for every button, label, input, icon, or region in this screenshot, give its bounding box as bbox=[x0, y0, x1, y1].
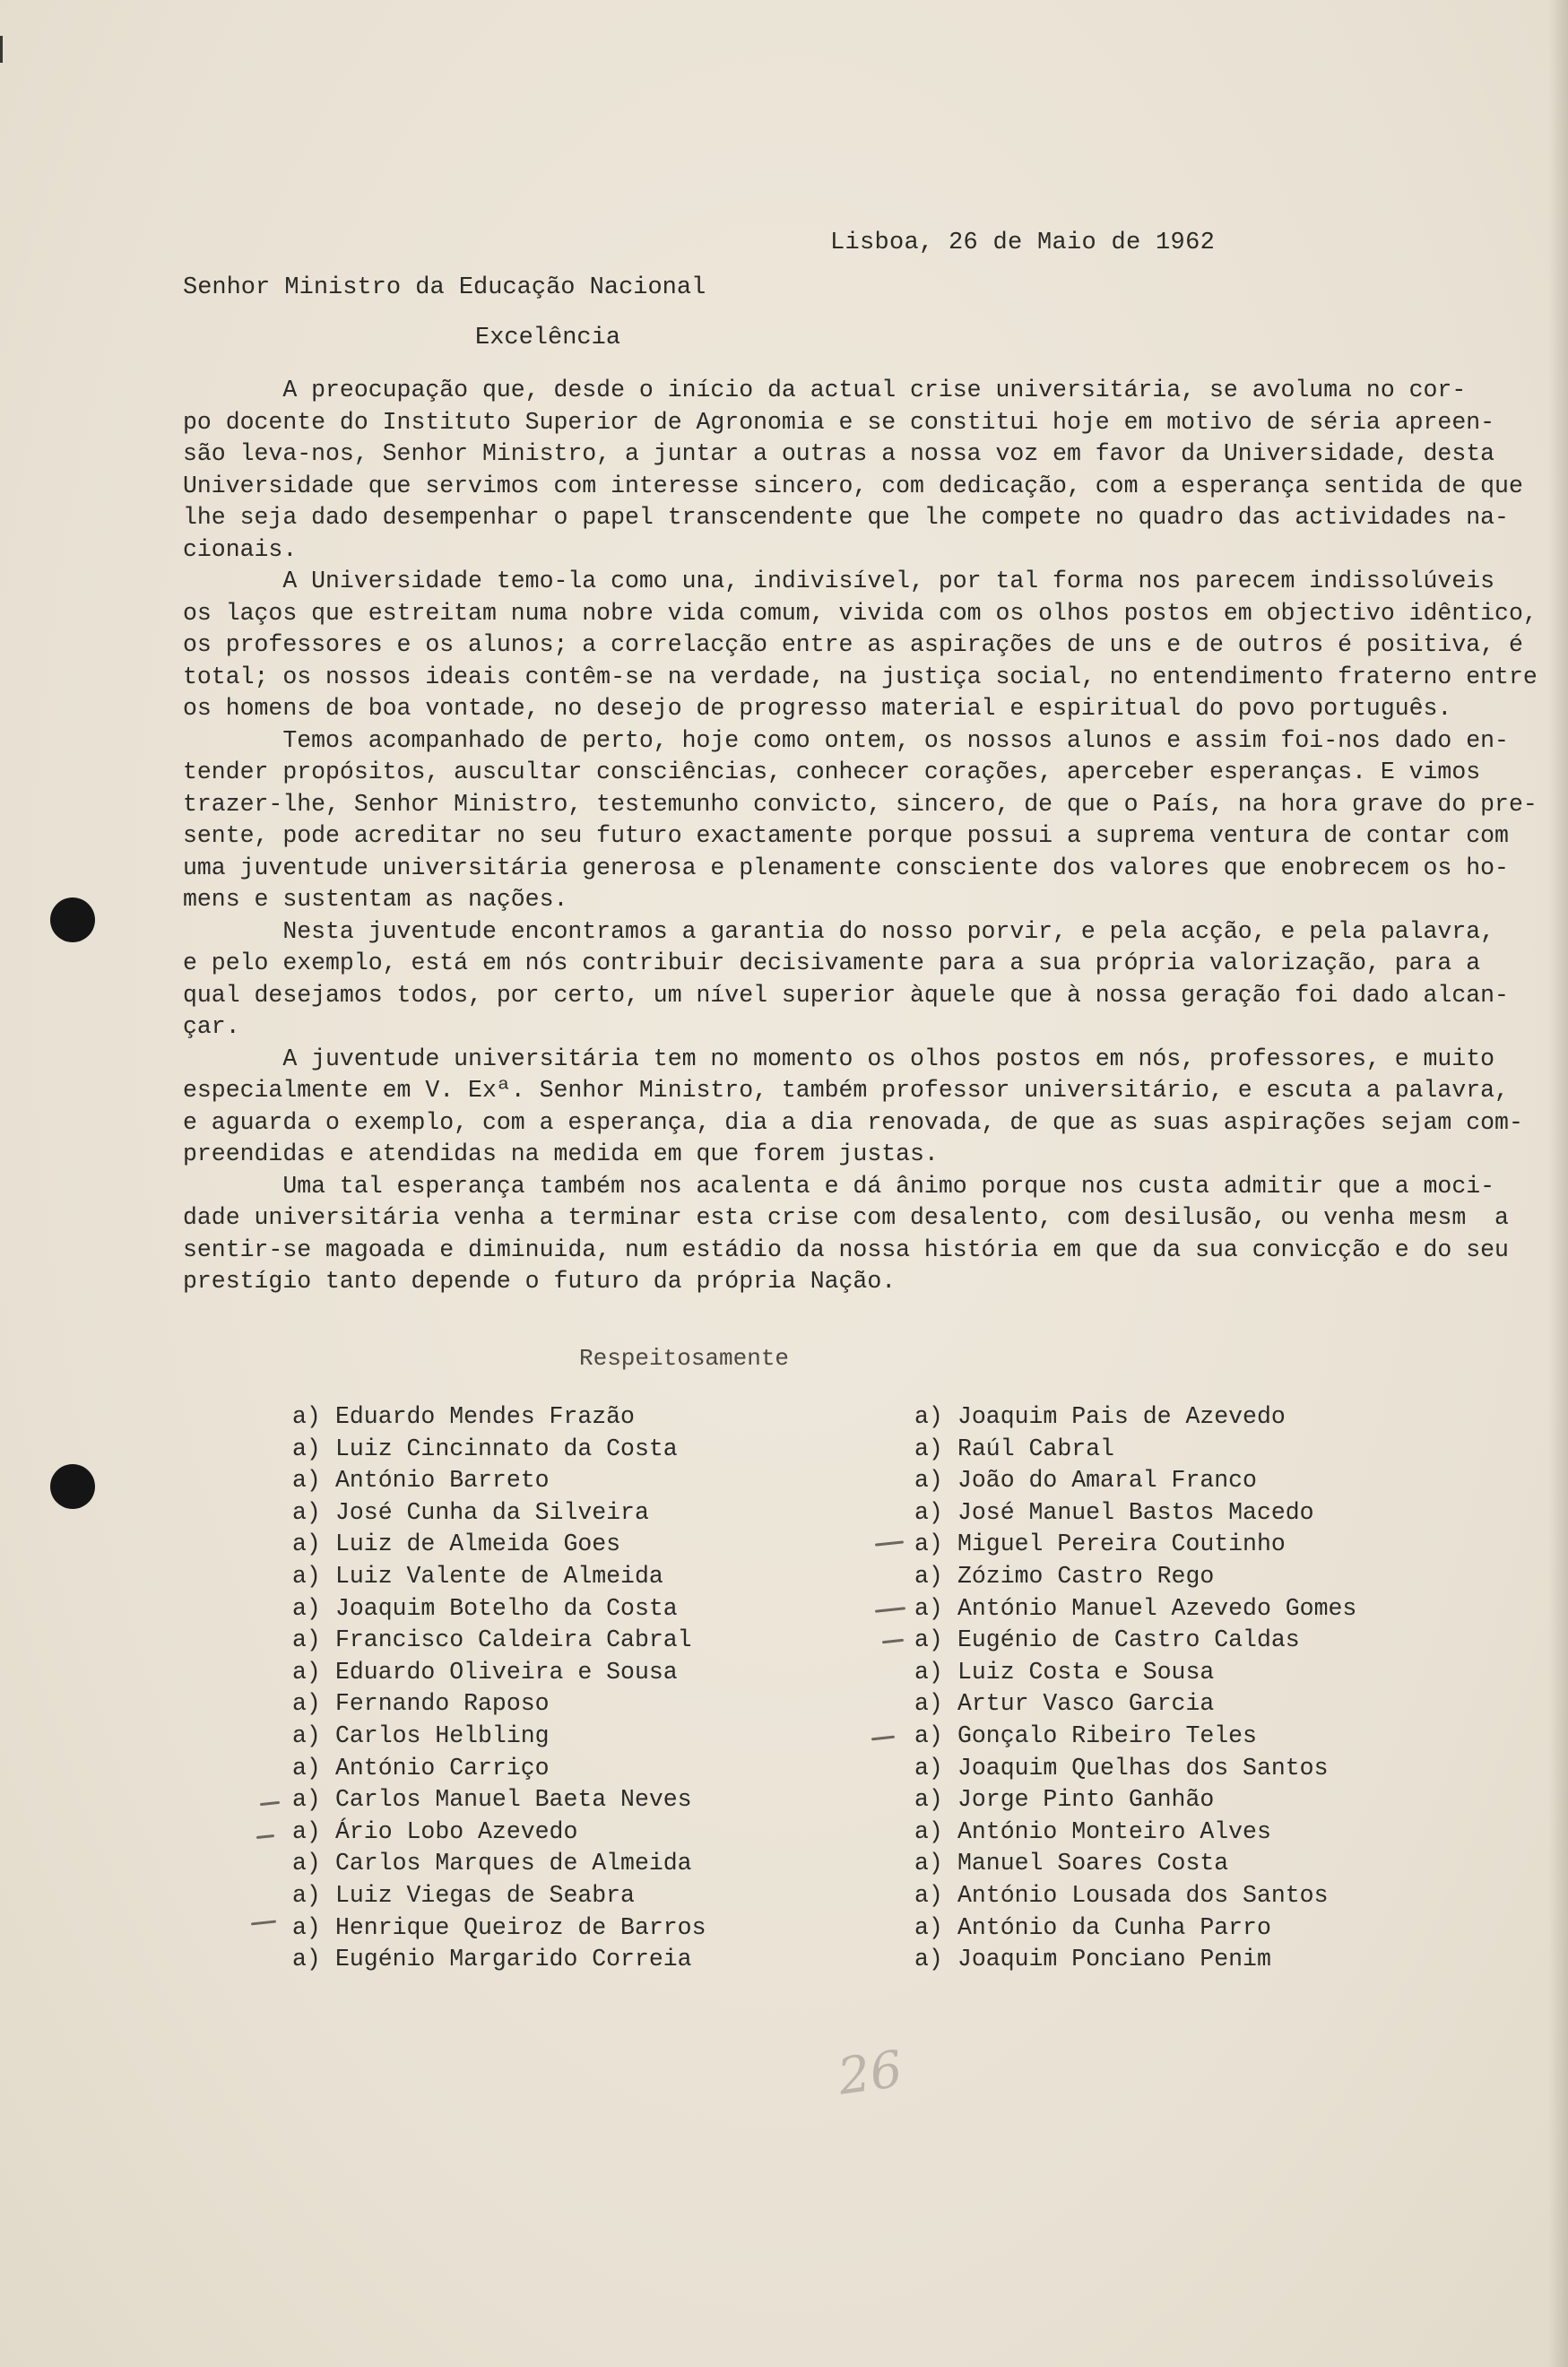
signatory-name: Luiz de Almeida Goes bbox=[335, 1530, 621, 1558]
signatory-name: Gonçalo Ribeiro Teles bbox=[957, 1721, 1257, 1749]
letter-body-line: especialmente em V. Exª. Senhor Ministro, também professor universitário, e escuta a palavra, bbox=[183, 1077, 1509, 1104]
signature-entry bbox=[914, 1401, 1356, 1434]
signature-entry bbox=[292, 1688, 706, 1721]
signature-prefix: a) bbox=[292, 1913, 321, 1941]
signature-entry bbox=[914, 1944, 1356, 1976]
pencil-page-number: 26 bbox=[834, 2040, 906, 2107]
signature-entry bbox=[292, 1912, 706, 1945]
signature-prefix: a) bbox=[292, 1658, 321, 1686]
signatory-name: António Lousada dos Santos bbox=[957, 1881, 1329, 1909]
signature-prefix: a) bbox=[292, 1626, 321, 1654]
signature-prefix: a) bbox=[914, 1594, 943, 1622]
letter-body-line: os homens de boa vontade, no desejo de progresso material e espiritual do povo português. bbox=[183, 695, 1452, 722]
signatory-name: Eduardo Mendes Frazão bbox=[335, 1403, 635, 1430]
letter-body-line: qual desejamos todos, por certo, um nível superior àquele que à nossa geração foi dado alcan- bbox=[183, 981, 1509, 1009]
letter-body-line: são leva-nos, Senhor Ministro, a juntar a outras a nossa voz em favor da Universidade, desta bbox=[183, 440, 1495, 467]
letter-salutation: Excelência bbox=[475, 325, 621, 351]
signature-prefix: a) bbox=[292, 1467, 321, 1495]
letter-addressee: Senhor Ministro da Educação Nacional bbox=[183, 274, 706, 301]
signature-prefix: a) bbox=[292, 1881, 321, 1909]
letter-body-line: Universidade que servimos com interesse sincero, com dedicação, com a esperança sentida de que bbox=[183, 472, 1523, 499]
letter-body-line: sente, pode acreditar no seu futuro exactamente porque possui a suprema ventura de contar com bbox=[183, 822, 1509, 849]
letter-body-line: çar. bbox=[183, 1013, 240, 1040]
signatory-name: José Manuel Bastos Macedo bbox=[957, 1498, 1314, 1526]
signature-entry bbox=[292, 1497, 706, 1530]
signature-entry bbox=[914, 1434, 1356, 1466]
page-edge-shadow bbox=[1548, 0, 1568, 2367]
signature-entry bbox=[914, 1593, 1356, 1626]
letter-body-line: cionais. bbox=[183, 535, 298, 563]
signature-prefix: a) bbox=[914, 1498, 943, 1526]
signatory-name: Joaquim Botelho da Costa bbox=[335, 1594, 678, 1622]
letter-body-line: mens e sustentam as nações. bbox=[183, 886, 568, 913]
signature-entry bbox=[914, 1465, 1356, 1497]
signature-prefix: a) bbox=[292, 1850, 321, 1877]
letter-body-line: tender propósitos, auscultar consciências, conhecer corações, aperceber esperanças. E vimos bbox=[183, 759, 1481, 785]
signature-entry bbox=[914, 1753, 1356, 1785]
signatory-name: Fernando Raposo bbox=[335, 1690, 550, 1718]
signatory-name: Jorge Pinto Ganhão bbox=[957, 1786, 1215, 1814]
signature-prefix: a) bbox=[292, 1817, 321, 1845]
letter-body-line: e pelo exemplo, está em nós contribuir decisivamente para a sua própria valorização, para a bbox=[183, 949, 1481, 976]
signatory-name: Luiz Cincinnato da Costa bbox=[335, 1435, 678, 1462]
signature-prefix: a) bbox=[914, 1721, 943, 1749]
signature-entry bbox=[914, 1688, 1356, 1721]
letter-date: Lisboa, 26 de Maio de 1962 bbox=[830, 230, 1216, 256]
signature-entry bbox=[914, 1912, 1356, 1945]
signature-entry bbox=[292, 1880, 706, 1912]
signature-prefix: a) bbox=[292, 1562, 321, 1590]
signature-entry bbox=[292, 1721, 706, 1753]
signature-entry bbox=[914, 1657, 1356, 1689]
signatory-name: Luiz Viegas de Seabra bbox=[335, 1881, 635, 1909]
signature-prefix: a) bbox=[914, 1403, 943, 1430]
signatory-name: Joaquim Ponciano Penim bbox=[957, 1946, 1271, 1973]
letter-body-line: Uma tal esperança também nos acalenta e dá ânimo porque nos custa admitir que a moci- bbox=[183, 1172, 1495, 1200]
signature-entry bbox=[914, 1816, 1356, 1849]
signatory-name: Zózimo Castro Rego bbox=[957, 1562, 1215, 1590]
signature-prefix: a) bbox=[914, 1467, 943, 1495]
signatory-name: João do Amaral Franco bbox=[957, 1467, 1257, 1495]
signatory-name: Luiz Costa e Sousa bbox=[957, 1658, 1215, 1686]
signatory-name: Joaquim Quelhas dos Santos bbox=[957, 1754, 1329, 1782]
signature-entry bbox=[292, 1753, 706, 1785]
signatory-name: Eugénio de Castro Caldas bbox=[957, 1626, 1300, 1654]
signature-entry bbox=[292, 1848, 706, 1880]
signatory-name: Eduardo Oliveira e Sousa bbox=[335, 1658, 678, 1686]
letter-body bbox=[183, 375, 1538, 1298]
signature-prefix: a) bbox=[292, 1403, 321, 1430]
signatory-name: Carlos Marques de Almeida bbox=[335, 1850, 692, 1877]
signature-entry bbox=[292, 1657, 706, 1689]
letter-body-line: os professores e os alunos; a correlacção entre as aspirações de uns e de outros é positiva, é bbox=[183, 631, 1523, 658]
signature-prefix: a) bbox=[292, 1690, 321, 1718]
letter-body-line: A preocupação que, desde o início da actual crise universitária, se avoluma no cor- bbox=[183, 377, 1467, 403]
letter-body-line: total; os nossos ideais contêm-se na verdade, na justiça social, no entendimento fraterno entre bbox=[183, 663, 1538, 690]
signatory-name: António da Cunha Parro bbox=[957, 1913, 1271, 1941]
signature-list-right bbox=[914, 1401, 1356, 1976]
letter-body-line: Temos acompanhado de perto, hoje como ontem, os nossos alunos e assim foi-nos dado en- bbox=[183, 726, 1509, 754]
signature-prefix: a) bbox=[914, 1562, 943, 1590]
signatory-name: António Carriço bbox=[335, 1754, 550, 1782]
signatory-name: António Monteiro Alves bbox=[957, 1817, 1271, 1845]
signature-prefix: a) bbox=[914, 1626, 943, 1654]
signatory-name: Carlos Helbling bbox=[335, 1721, 550, 1749]
signature-prefix: a) bbox=[914, 1817, 943, 1845]
signature-entry bbox=[914, 1784, 1356, 1816]
signature-list-left bbox=[292, 1401, 706, 1976]
letter-body-line: sentir-se magoada e diminuida, num estádio da nossa história em que da sua convicção e do seu bbox=[183, 1236, 1509, 1263]
signature-prefix: a) bbox=[914, 1946, 943, 1973]
signature-prefix: a) bbox=[292, 1721, 321, 1749]
signature-prefix: a) bbox=[292, 1435, 321, 1462]
signature-prefix: a) bbox=[292, 1754, 321, 1782]
signature-entry bbox=[914, 1625, 1356, 1657]
signature-entry bbox=[292, 1561, 706, 1593]
edge-mark bbox=[0, 36, 3, 63]
signature-entry bbox=[914, 1529, 1356, 1561]
letter-body-line: preendidas e atendidas na medida em que forem justas. bbox=[183, 1140, 939, 1167]
signatory-name: António Manuel Azevedo Gomes bbox=[957, 1594, 1357, 1622]
signatory-name: Raúl Cabral bbox=[957, 1435, 1114, 1462]
signature-entry bbox=[914, 1880, 1356, 1912]
signatory-name: Manuel Soares Costa bbox=[957, 1850, 1229, 1877]
signature-prefix: a) bbox=[914, 1881, 943, 1909]
signature-entry bbox=[292, 1784, 706, 1816]
letter-body-line: os laços que estreitam numa nobre vida comum, vivida com os olhos postos em objectivo idêntico, bbox=[183, 599, 1538, 627]
signature-prefix: a) bbox=[292, 1530, 321, 1558]
signature-entry bbox=[292, 1593, 706, 1626]
signature-entry bbox=[292, 1944, 706, 1976]
signature-prefix: a) bbox=[914, 1658, 943, 1686]
signature-entry bbox=[292, 1625, 706, 1657]
signature-prefix: a) bbox=[914, 1690, 943, 1718]
signature-entry bbox=[292, 1465, 706, 1497]
signature-entry bbox=[914, 1721, 1356, 1753]
letter-body-line: dade universitária venha a terminar esta crise com desalento, com desilusão, ou venha mesm a bbox=[183, 1204, 1509, 1231]
signatory-name: Miguel Pereira Coutinho bbox=[957, 1530, 1286, 1558]
signatory-name: Joaquim Pais de Azevedo bbox=[957, 1403, 1286, 1430]
signature-prefix: a) bbox=[292, 1946, 321, 1973]
signature-prefix: a) bbox=[292, 1498, 321, 1526]
punch-hole-bottom bbox=[50, 1464, 95, 1509]
letter-body-line: A juventude universitária tem no momento os olhos postos em nós, professores, e muito bbox=[183, 1045, 1495, 1072]
signature-prefix: a) bbox=[914, 1913, 943, 1941]
signature-prefix: a) bbox=[914, 1435, 943, 1462]
signature-prefix: a) bbox=[292, 1786, 321, 1814]
signature-prefix: a) bbox=[914, 1754, 943, 1782]
signature-prefix: a) bbox=[914, 1530, 943, 1558]
signature-entry bbox=[914, 1497, 1356, 1530]
signatory-name: José Cunha da Silveira bbox=[335, 1498, 649, 1526]
letter-body-line: e aguarda o exemplo, com a esperança, dia a dia renovada, de que as suas aspirações sejam com- bbox=[183, 1108, 1523, 1136]
letter-body-line: uma juventude universitária generosa e plenamente consciente dos valores que enobrecem os ho- bbox=[183, 854, 1509, 881]
signatory-name: Artur Vasco Garcia bbox=[957, 1690, 1215, 1718]
letter-body-line: po docente do Instituto Superior de Agronomia e se constitui hoje em motivo de séria apreen- bbox=[183, 408, 1495, 436]
punch-hole-top bbox=[50, 897, 95, 942]
signatory-name: Luiz Valente de Almeida bbox=[335, 1562, 663, 1590]
signatory-name: Francisco Caldeira Cabral bbox=[335, 1626, 692, 1654]
signatory-name: Carlos Manuel Baeta Neves bbox=[335, 1786, 692, 1814]
signature-prefix: a) bbox=[914, 1786, 943, 1814]
signatory-name: António Barreto bbox=[335, 1467, 550, 1495]
signature-entry bbox=[292, 1529, 706, 1561]
signature-entry bbox=[292, 1816, 706, 1849]
signature-entry bbox=[914, 1561, 1356, 1593]
signature-prefix: a) bbox=[914, 1850, 943, 1877]
signature-entry bbox=[914, 1848, 1356, 1880]
signatory-name: Henrique Queiroz de Barros bbox=[335, 1913, 706, 1941]
signatory-name: Ário Lobo Azevedo bbox=[335, 1817, 578, 1845]
signature-prefix: a) bbox=[292, 1594, 321, 1622]
letter-body-line: lhe seja dado desempenhar o papel transcendente que lhe compete no quadro das actividades na- bbox=[183, 504, 1509, 531]
letter-closing: Respeitosamente bbox=[579, 1345, 790, 1372]
letter-body-line: A Universidade temo-la como una, indivisível, por tal forma nos parecem indissolúveis bbox=[183, 568, 1495, 594]
letter-body-line: trazer-lhe, Senhor Ministro, testemunho convicto, sincero, de que o País, na hora grave do pre- bbox=[183, 790, 1538, 818]
signatory-name: Eugénio Margarido Correia bbox=[335, 1946, 692, 1973]
letter-body-line: prestígio tanto depende o futuro da própria Nação. bbox=[183, 1268, 897, 1295]
signature-entry bbox=[292, 1434, 706, 1466]
signature-entry bbox=[292, 1401, 706, 1434]
letter-body-line: Nesta juventude encontramos a garantia do nosso porvir, e pela acção, e pela palavra, bbox=[183, 917, 1495, 945]
